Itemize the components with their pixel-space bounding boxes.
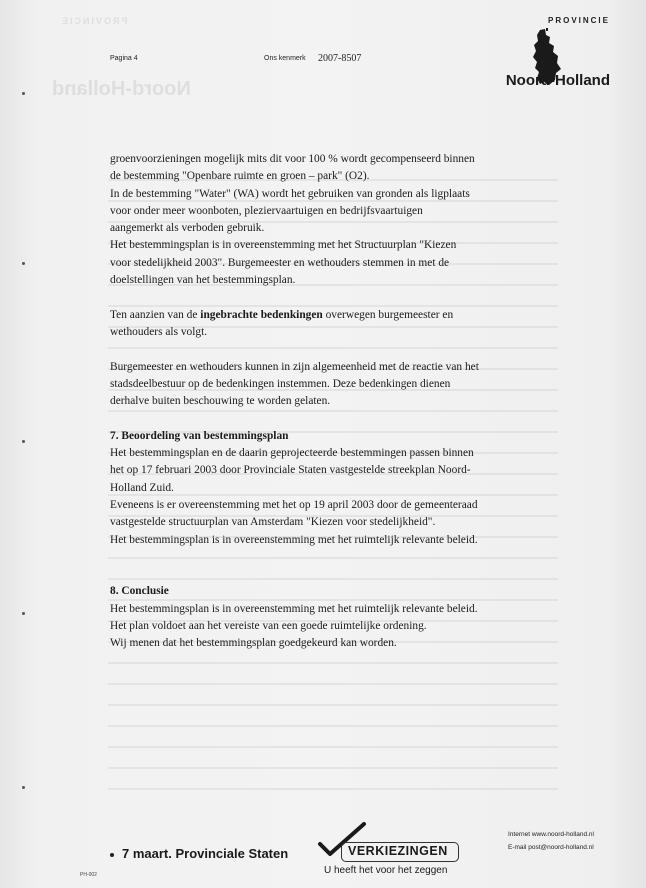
- punch-mark: [22, 612, 25, 615]
- bedenkingen-intro-start: Ten aanzien van de: [110, 308, 201, 321]
- show-through-provincie: PROVINCIE: [60, 16, 128, 26]
- bullet-icon: [110, 853, 114, 857]
- internet-address[interactable]: Internet www.noord-holland.nl: [508, 831, 594, 838]
- reference-label: Ons kenmerk: [264, 55, 306, 62]
- punch-mark: [22, 262, 25, 265]
- section-8-heading: 8. Conclusie: [110, 585, 169, 598]
- punch-mark: [22, 92, 25, 95]
- show-through-logo: Noord-Holland: [52, 78, 191, 100]
- contact-info: [508, 828, 594, 854]
- form-code: PH-002: [80, 872, 97, 878]
- punch-mark: [22, 786, 25, 789]
- letter-body: [110, 151, 580, 653]
- punch-mark: [22, 440, 25, 443]
- brand-name: Noord-Holland: [505, 72, 610, 89]
- email-address[interactable]: E-mail post@noord-holland.nl: [508, 844, 594, 851]
- section-8-text: Het bestemmingsplan is in overeenstemming met het ruimtelijk relevante beleid. Het plan voldoet aan het vereiste van een goede ruimtelijke ordening. Wij menen dat het bestemmingsplan goedgekeurd kan worden.: [110, 602, 478, 650]
- paragraph-bedenkingen-reaction: Burgemeester en wethouders kunnen in zijn algemeenheid met de reactie van het stadsdeelbestuur op de bedenkingen instemmen. Deze bedenkingen dienen derhalve buiten beschouwing te worden gelaten.: [110, 360, 479, 408]
- page-number: Pagina 4: [110, 55, 138, 62]
- paragraph-bestemming: groenvoorzieningen mogelijk mits dit voor 100 % wordt gecompenseerd binnen de bestemming "Openbare ruimte en groen – park" (O2). In de bestemming "Water" (WA) wordt het gebruiken van gronden als ligplaats voor onder meer woonboten, pleziervaartuigen en bedrijfsvaartuigen aangemerkt als verboden gebruik. Het bestemmingsplan is in overeenstemming met het Structuurplan "Kiezen voor stedelijkheid 2003". Burgemeester en wethouders stemmen in met de doelstellingen van het bestemmingsplan.: [110, 153, 475, 287]
- bedenkingen-intro-end: overwegen burgemeester en wethouders als volgt.: [110, 308, 454, 338]
- brand-provincie: PROVINCIE: [547, 16, 610, 25]
- elections-box: VERKIEZINGEN: [341, 842, 459, 862]
- section-7-heading: 7. Beoordeling van bestemmingsplan: [110, 429, 289, 442]
- bedenkingen-bold-phrase: ingebrachte bedenkingen: [200, 308, 323, 321]
- reference-value: 2007-8507: [318, 53, 362, 64]
- election-banner-text: [110, 846, 288, 861]
- province-logo: [460, 14, 610, 104]
- paragraph-bedenkingen-intro: [110, 307, 580, 342]
- section-7-text: Het bestemmingsplan en de daarin geprojecteerde bestemmingen passen binnen het op 17 februari 2003 door Provinciale Staten vastgestelde streekplan Noord- Holland Zuid. Eveneens is er overeenstemming met het op 19 april 2003 door de gemeenteraad vastgestelde structuurplan van Amsterdam "Kiezen voor stedelijkheid". Het bestemmingsplan is in overeenstemming met het ruimtelijk relevante beleid.: [110, 447, 478, 546]
- election-tagline: U heeft het voor het zeggen: [324, 865, 448, 876]
- election-date-text: 7 maart. Provinciale Staten: [122, 846, 289, 861]
